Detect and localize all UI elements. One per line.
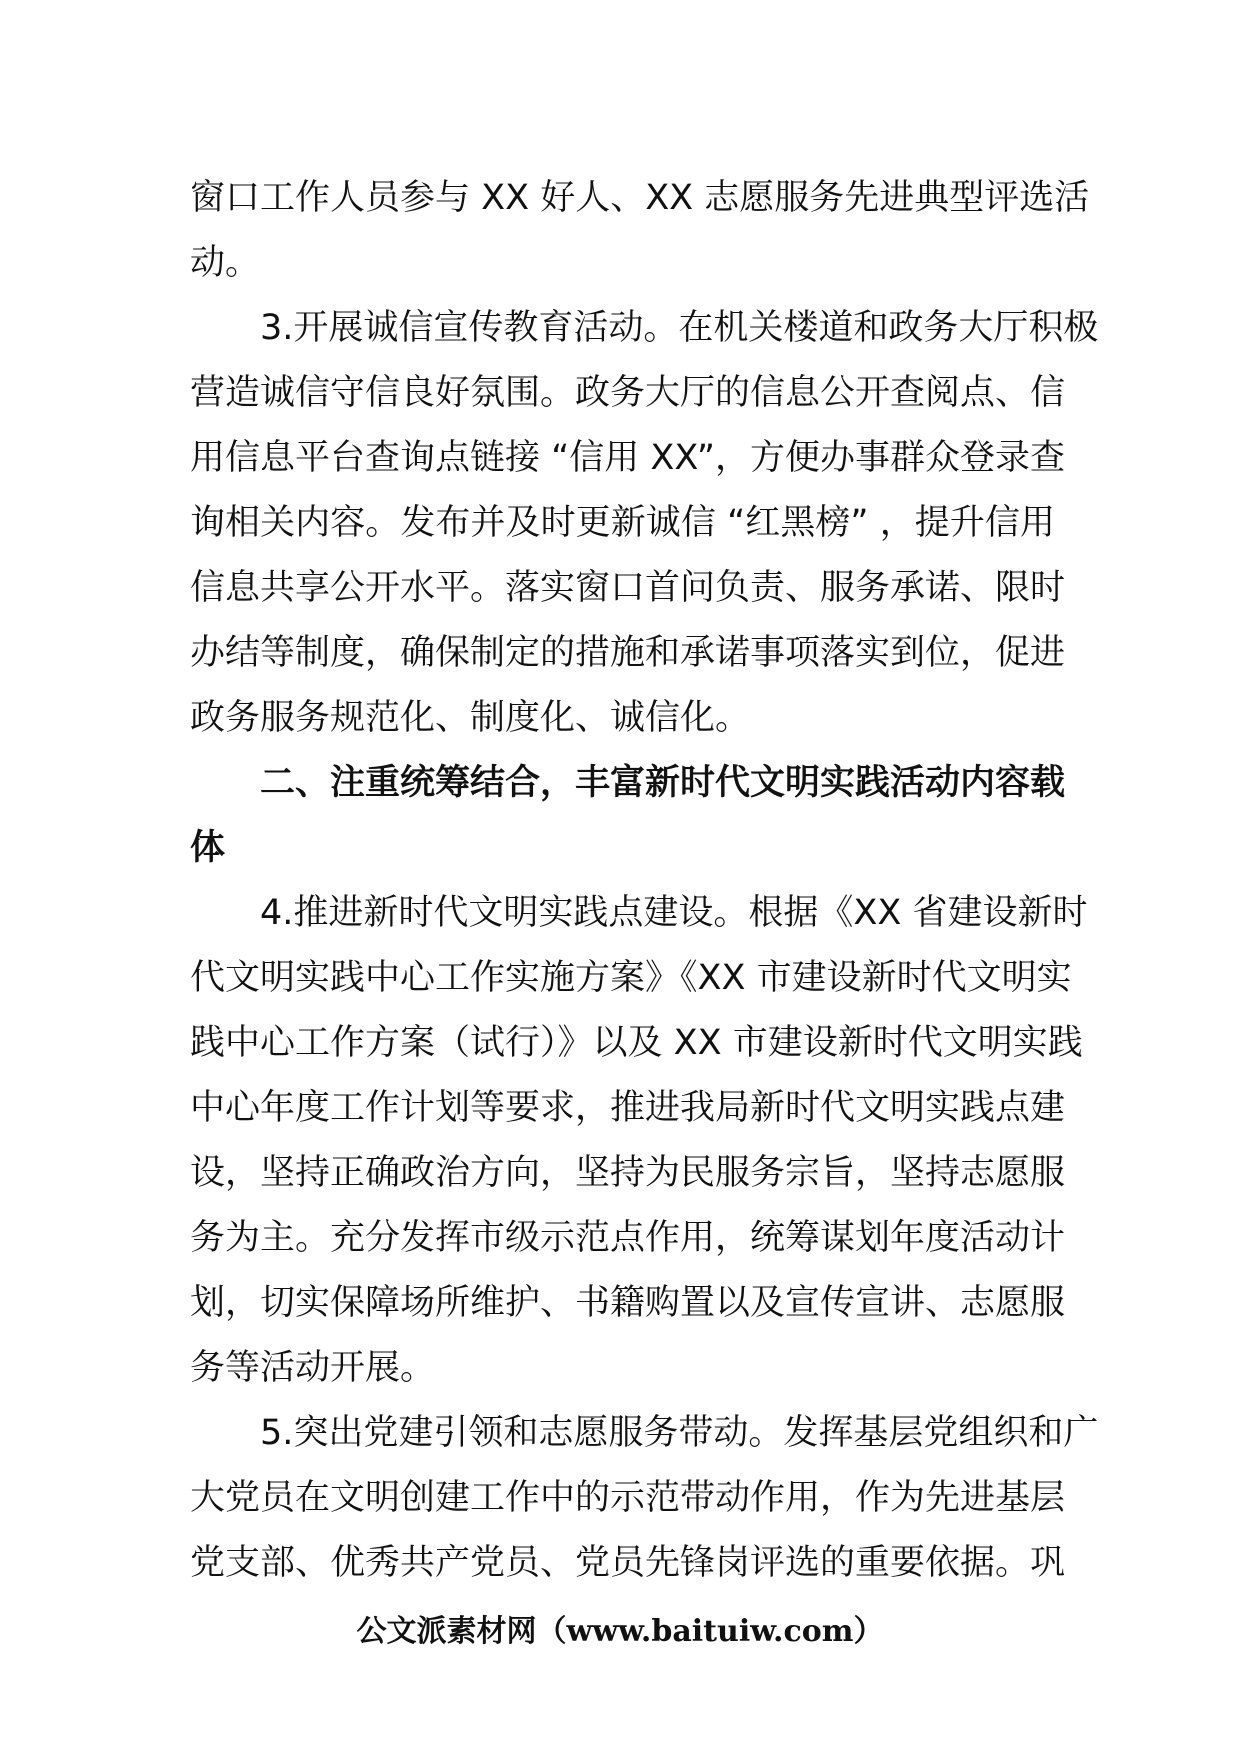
body-text-line: 中心年度工作计划等要求，推进我局新时代文明实践点建 — [190, 1088, 1066, 1128]
body-text-line: 务为主。充分发挥市级示范点作用，统筹谋划年度活动计 — [190, 1218, 1066, 1258]
body-text-line: 代文明实践中心工作实施方案》《XX 市建设新时代文明实 — [190, 958, 1072, 998]
body-text-line: 用信息平台查询点链接 “信用 XX”，方便办事群众登录查 — [190, 438, 1066, 478]
footer-watermark: 公文派素材网（www.baituiw.com） — [356, 1614, 884, 1649]
section-heading-line: 二、注重统筹结合，丰富新时代文明实践活动内容载 — [260, 763, 1066, 803]
body-text-line: 营造诚信守信良好氛围。政务大厅的信息公开查阅点、信 — [190, 373, 1066, 413]
body-text-line: 4.推进新时代文明实践点建设。根据《XX 省建设新时 — [260, 893, 1088, 933]
body-text-line: 信息共享公开水平。落实窗口首问负责、服务承诺、限时 — [190, 568, 1066, 608]
body-text-line: 划，切实保障场所维护、书籍购置以及宣传宣讲、志愿服 — [190, 1283, 1066, 1323]
document-body — [190, 166, 1099, 1596]
body-text-line: 设，坚持正确政治方向，坚持为民服务宗旨，坚持志愿服 — [190, 1153, 1066, 1193]
body-text-line: 党支部、优秀共产党员、党员先锋岗评选的重要依据。巩 — [190, 1543, 1066, 1583]
body-text-line: 窗口工作人员参与 XX 好人、XX 志愿服务先进典型评选活 — [190, 178, 1090, 218]
body-text-line: 询相关内容。发布并及时更新诚信 “红黑榜” ，提升信用 — [190, 503, 1055, 543]
body-text-line: 3.开展诚信宣传教育活动。在机关楼道和政务大厅积极 — [260, 308, 1099, 348]
body-text-line: 大党员在文明创建工作中的示范带动作用，作为先进基层 — [190, 1478, 1066, 1518]
body-text-line: 办结等制度，确保制定的措施和承诺事项落实到位，促进 — [190, 633, 1066, 673]
section-heading-line: 体 — [190, 828, 226, 868]
body-text-line: 动。 — [190, 243, 261, 283]
body-text-line: 政务服务规范化、制度化、诚信化。 — [190, 698, 751, 738]
body-text-line: 5.突出党建引领和志愿服务带动。发挥基层党组织和广 — [260, 1413, 1099, 1453]
body-text-line: 务等活动开展。 — [190, 1348, 436, 1388]
body-text-line: 践中心工作方案（试行）》以及 XX 市建设新时代文明实践 — [190, 1023, 1083, 1063]
